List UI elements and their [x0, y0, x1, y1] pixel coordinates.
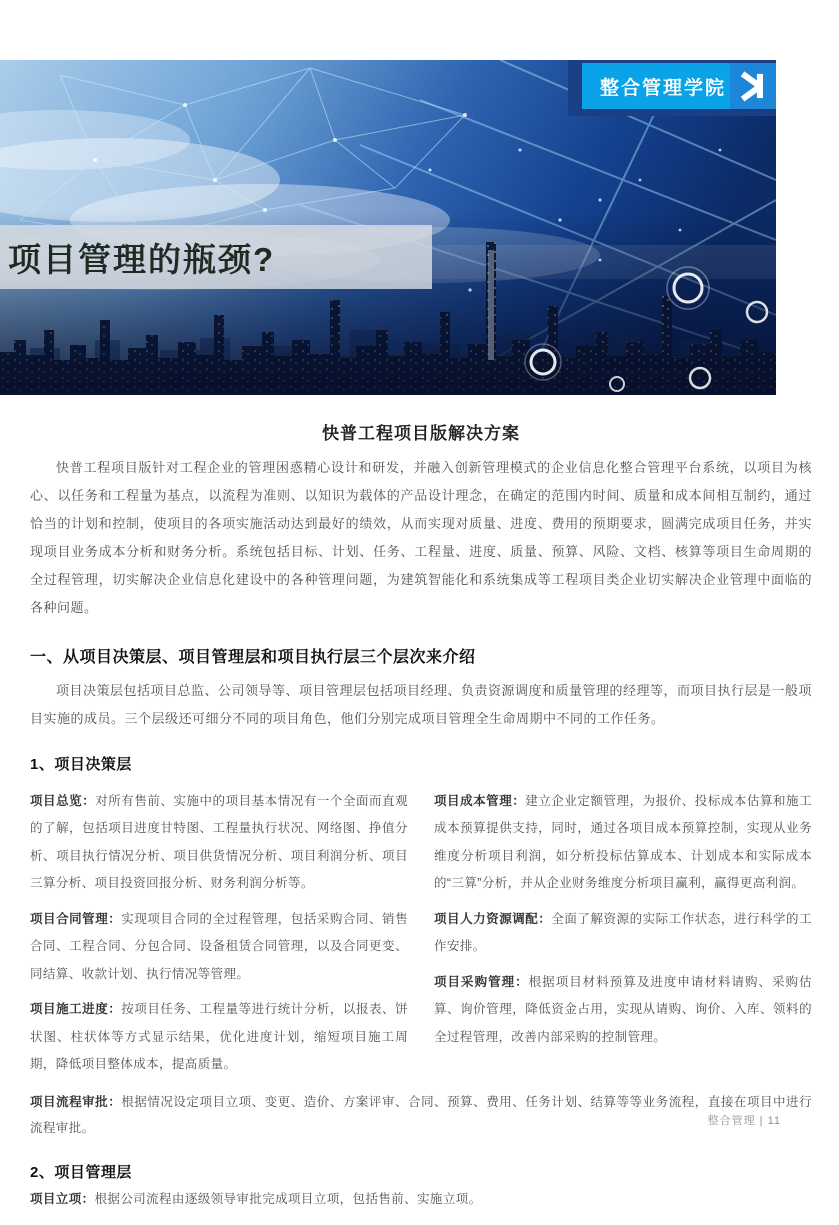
block-process-approval	[30, 1089, 812, 1142]
block-text: 根据项目材料预算及进度申请材料请购、采购估算、询价管理，降低资金占用，实现从请购、询价、入库、领料的全过程管理，改善内部采购的控制管理。	[434, 974, 812, 1044]
block-text: 对所有售前、实施中的项目基本情况有一个全面而直观的了解，包括项目进度甘特图、工程量执行状况、网络图、挣值分析、项目执行情况分析、项目供货情况分析、项目利润分析、项目三算分析、项目投资回报分析、财务利润分析等。	[30, 793, 408, 890]
main-content	[30, 395, 812, 1225]
block-text: 全面了解资源的实际工作状态，进行科学的工作安排。	[434, 911, 812, 953]
block-label: 项目成本管理：	[434, 793, 526, 808]
block-text: 建立企业定额管理，为报价、投标成本估算和施工成本预算提供支持，同时，通过各项目成本预算控制，实现从业务维度分析项目利润，如分析投标估算成本、计划成本和实际成本的“三算”分析，并从企业财务维度分析项目赢利，赢得更高利润。	[434, 793, 812, 890]
block-label: 项目人力资源调配：	[434, 911, 552, 926]
solution-title: 快普工程项目版解决方案	[322, 424, 520, 443]
block-project-initiation	[30, 1186, 812, 1212]
block-label: 项目流程审批：	[30, 1094, 122, 1109]
badge	[582, 63, 776, 109]
decision-left-column	[30, 780, 408, 1085]
block-procurement-management	[434, 969, 812, 1052]
hero-image	[0, 60, 776, 395]
block-text: 按项目任务、工程量等进行统计分析，以报表、饼状图、柱状体等方式显示结果，优化进度计划，缩短项目施工周期，降低项目整体成本，提高质量。	[30, 1002, 408, 1071]
page-title: 项目管理的瓶颈?	[8, 240, 276, 278]
decision-layer-title: 1、项目决策层	[30, 755, 132, 773]
block-label: 项目合同管理：	[30, 911, 122, 926]
brand-logo-icon	[730, 63, 776, 109]
page-footer: 整合管理 | 11	[707, 1115, 781, 1127]
decision-columns	[30, 780, 812, 1085]
block-cost-management	[434, 788, 812, 898]
block-text: 实现项目合同的全过程管理，包括采购合同、销售合同、工程合同、分包合同、设备租赁合同管理，以及合同更变、同结算、收款计划、执行情况等管理。	[30, 911, 408, 981]
hero-title-band	[0, 225, 432, 289]
block-label: 项目施工进度：	[30, 1002, 122, 1016]
block-construction-progress	[30, 996, 408, 1079]
tower-glow	[488, 250, 494, 360]
section1-intro: 项目决策层包括项目总监、公司领导等、项目管理层包括项目经理、负责资源调度和质量管理的经理等，而项目执行层是一般项目实施的成员。三个层级还可细分不同的项目角色，他们分别完成项目管理全生命周期中不同的工作任务。	[30, 682, 813, 726]
brand-badge	[568, 60, 776, 118]
block-text: 根据情况设定项目立项、变更、造价、方案评审、合同、预算、费用、任务计划、结算等等业务流程，直接在项目中进行流程审批。	[30, 1094, 812, 1135]
decision-right-column	[434, 780, 812, 1085]
block-label: 项目立项：	[30, 1192, 95, 1206]
badge-label: 整合管理学院	[600, 77, 727, 99]
block-hr-allocation	[434, 906, 812, 961]
section1-title: 一、从项目决策层、项目管理层和项目执行层三个层次来介绍	[30, 648, 476, 666]
block-label: 项目总览：	[30, 793, 96, 808]
block-label: 项目采购管理：	[434, 974, 529, 989]
block-project-overview	[30, 788, 408, 898]
solution-intro: 快普工程项目版针对工程企业的管理困惑精心设计和研发，并融入创新管理模式的企业信息化整合管理平台系统，以项目为核心、以任务和工程量为基点，以流程为准则、以知识为载体的产品设计理念，在确定的范围内时间、质量和成本间相互制约，通过恰当的计划和控制，使项目的各项实施活动达到最好的绩效，从而实现对质量、进度、费用的预期要求，圆满完成项目任务，并实现项目业务成本分析和财务分析。系统包括目标、计划、任务、工程量、进度、质量、预算、风险、文档、核算等项目生命周期的全过程管理，切实解决企业信息化建设中的各种管理问题，为建筑智能化和系统集成等工程项目类企业切实解决企业管理中面临的各种问题。	[30, 460, 812, 615]
management-layer-title: 2、项目管理层	[30, 1164, 132, 1181]
block-text: 根据公司流程由逐级领导审批完成项目立项，包括售前、实施立项。	[94, 1192, 482, 1206]
block-contract-management	[30, 906, 408, 989]
